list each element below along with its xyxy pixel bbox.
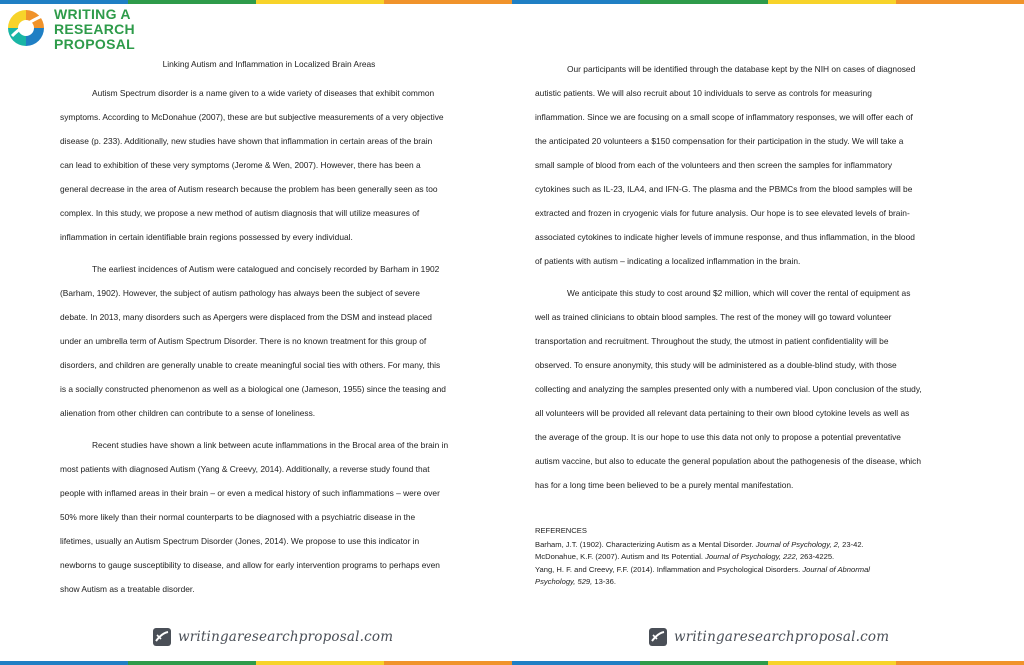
paragraph-line: the anticipated 20 volunteers a $150 compensation for their participation in the study. We will take a: [535, 136, 904, 146]
paragraph-line: show Autism as a treatable disorder.: [60, 584, 195, 594]
stripe-segment: [384, 0, 512, 4]
paragraph-line: We anticipate this study to cost around $2 million, which will cover the rental of equipment as: [567, 288, 911, 298]
stripe-segment: [384, 661, 512, 665]
reference-pages: 23-42.: [840, 539, 864, 549]
paragraph-line: extracted and frozen in cryogenic vials for future analysis. Our hope is to see elevated levels of brain-: [535, 208, 910, 218]
paragraph-line: all volunteers will be provided all relevant data pertaining to their own blood cytokine levels as well as: [535, 408, 910, 418]
paragraph-line: observed. To ensure anonymity, this study will be administered as a double-blind study, with those: [535, 360, 897, 370]
stripe-segment: [768, 661, 896, 665]
reference-journal: Journal of Psychology, 2,: [755, 539, 841, 549]
reference-entry: [535, 576, 960, 589]
paragraph-line: inflammation. Since we are focusing on a small scope of inflammatory responses, we will offer each of: [535, 112, 913, 122]
reference-pages: 263-4225.: [797, 552, 835, 562]
paragraph-line: under an umbrella term of Autism Spectrum Disorder. There is no known treatment for this group of: [60, 336, 427, 346]
stripe-segment: [128, 0, 256, 4]
reference-entry: [535, 551, 960, 564]
paragraph-line: associated cytokines to indicate higher levels of immune response, and thus inflammation, in the blood: [535, 232, 915, 242]
logo-mark-icon: [4, 6, 48, 50]
paragraph-line: Recent studies have shown a link between acute inflammations in the Brocal area of the brain in: [92, 440, 449, 450]
reference-pages: 13-36.: [592, 577, 616, 587]
logo-line-3: PROPOSAL: [54, 36, 135, 52]
footer-site-url[interactable]: writingaresearchproposal.com: [674, 629, 890, 645]
paragraph-line: lifetimes, usually an Autism Spectrum Disorder (Jones, 2014). We propose to use this indicator in: [60, 536, 420, 546]
paragraph-line: inflammation in certain identifiable brain regions possessed by every individual.: [60, 232, 353, 242]
stripe-segment: [768, 0, 896, 4]
paragraph-line: 50% more likely than their normal counterparts to be diagnosed with a psychiatric disease in the: [60, 512, 416, 522]
paragraph-line: general decrease in the area of Autism research because the problem has been generally seen as too: [60, 184, 438, 194]
paragraph-line: (Barham, 1902). However, the subject of autism pathology has always been the subject of severe: [60, 288, 420, 298]
paragraph-line: small sample of blood from each of the volunteers and then screen the samples for inflammatory: [535, 160, 893, 170]
paragraph-line: Autism Spectrum disorder is a name given to a wide variety of diseases that exhibit common: [92, 88, 435, 98]
reference-journal: Journal of Abnormal: [802, 564, 870, 574]
stripe-segment: [512, 0, 640, 4]
paragraph-line: of patients with autism – indicating a localized inflammation in the brain.: [535, 256, 801, 266]
footer-left[interactable]: [152, 627, 393, 647]
stripe-segment: [512, 661, 640, 665]
body-paragraph: [535, 281, 960, 497]
paragraph-line: collecting and analyzing the samples presented only with a numbered vial. Upon conclusion of the study,: [535, 384, 922, 394]
stripe-segment: [896, 0, 1024, 4]
footer-right[interactable]: [648, 627, 889, 647]
document-title: Linking Autism and Inflammation in Localized Brain Areas: [162, 59, 376, 69]
paragraph-line: transportation and recruitment. Throughout the study, the utmost in patient confidentiality will be: [535, 336, 889, 346]
paragraph-line: disorders, and children are generally unable to create meaningful social ties with others. For many, this: [60, 360, 441, 370]
paragraph-line: most patients with diagnosed Autism (Yang & Creevy, 2014). Additionally, a reverse study found that: [60, 464, 430, 474]
stripe-segment: [640, 0, 768, 4]
footer-logo-icon: [648, 627, 668, 647]
references-heading: REFERENCES: [535, 526, 587, 535]
reference-entry: [535, 539, 960, 552]
top-color-stripe: [0, 0, 1024, 4]
body-paragraph: [60, 257, 470, 425]
paragraph-line: cytokines such as IL-23, ILA4, and IFN-G. The plasma and the PBMCs from the blood samples will be: [535, 184, 913, 194]
logo-wordmark: [54, 7, 135, 52]
site-logo[interactable]: [4, 6, 135, 52]
footer-logo-icon: [152, 627, 172, 647]
stripe-segment: [0, 661, 128, 665]
paragraph-line: complex. In this study, we propose a new method of autism diagnosis that will utilize measures of: [60, 208, 420, 218]
body-paragraph: [535, 57, 960, 273]
stripe-segment: [256, 0, 384, 4]
paragraph-line: the average of the group. It is our hope to use this data not only to propose a potential preventative: [535, 432, 901, 442]
paragraph-line: debate. In 2013, many disorders such as Apergers were displaced from the DSM and instead placed: [60, 312, 432, 322]
stripe-segment: [256, 661, 384, 665]
bottom-color-stripe: [0, 661, 1024, 665]
right-column: [535, 57, 960, 589]
logo-line-2: RESEARCH: [54, 21, 135, 37]
paragraph-line: Our participants will be identified through the database kept by the NIH on cases of diagnosed: [567, 64, 916, 74]
left-column: [60, 56, 470, 609]
paragraph-line: symptoms. According to McDonahue (2007), these are but subjective measurements of a very objective: [60, 112, 444, 122]
paragraph-line: The earliest incidences of Autism were catalogued and concisely recorded by Barham in 1902: [92, 264, 440, 274]
stripe-segment: [128, 661, 256, 665]
body-paragraph: [60, 433, 470, 601]
paragraph-line: autistic patients. We will also recruit about 10 individuals to serve as controls for measuring: [535, 88, 872, 98]
reference-text: Yang, H. F. and Creevy, F.F. (2014). Inflammation and Psychological Disorders.: [535, 564, 803, 574]
references-section: [535, 525, 960, 589]
stripe-segment: [896, 661, 1024, 665]
reference-journal: Journal of Psychology, 222,: [705, 552, 798, 562]
paragraph-line: can lead to exhibition of these very symptoms (Jerome & Wen, 2007). However, there has been a: [60, 160, 421, 170]
reference-journal: Psychology, 529,: [535, 577, 593, 587]
paragraph-line: has for a long time been believed to be a purely mental manifestation.: [535, 480, 794, 490]
paragraph-line: is a socially constructed phenomenon as well as a biological one (Jameson, 1955) since the teasing and: [60, 384, 446, 394]
paragraph-line: autism vaccine, but also to educate the general population about the pathogenesis of the disease, which: [535, 456, 921, 466]
paragraph-line: alienation from other children can contribute to a sense of loneliness.: [60, 408, 316, 418]
paragraph-line: people with inflamed areas in their brain – or even a medical history of such inflammations – were over: [60, 488, 440, 498]
stripe-segment: [0, 0, 128, 4]
body-paragraph: [60, 81, 470, 249]
paragraph-line: well as trained clinicians to obtain blood samples. The rest of the money will go toward volunteer: [535, 312, 892, 322]
paragraph-line: newborns to gauge susceptibility to disease, and allow for early intervention programs to perhaps even: [60, 560, 440, 570]
reference-text: McDonahue, K.F. (2007). Autism and Its Potential.: [535, 552, 706, 562]
logo-line-1: WRITING A: [54, 6, 131, 22]
paragraph-line: disease (p. 233). Additionally, new studies have shown that inflammation in certain areas of the brain: [60, 136, 433, 146]
footer-site-url[interactable]: writingaresearchproposal.com: [178, 629, 394, 645]
stripe-segment: [640, 661, 768, 665]
reference-entry: [535, 564, 960, 577]
reference-text: Barham, J.T. (1902). Characterizing Autism as a Mental Disorder.: [535, 539, 756, 549]
